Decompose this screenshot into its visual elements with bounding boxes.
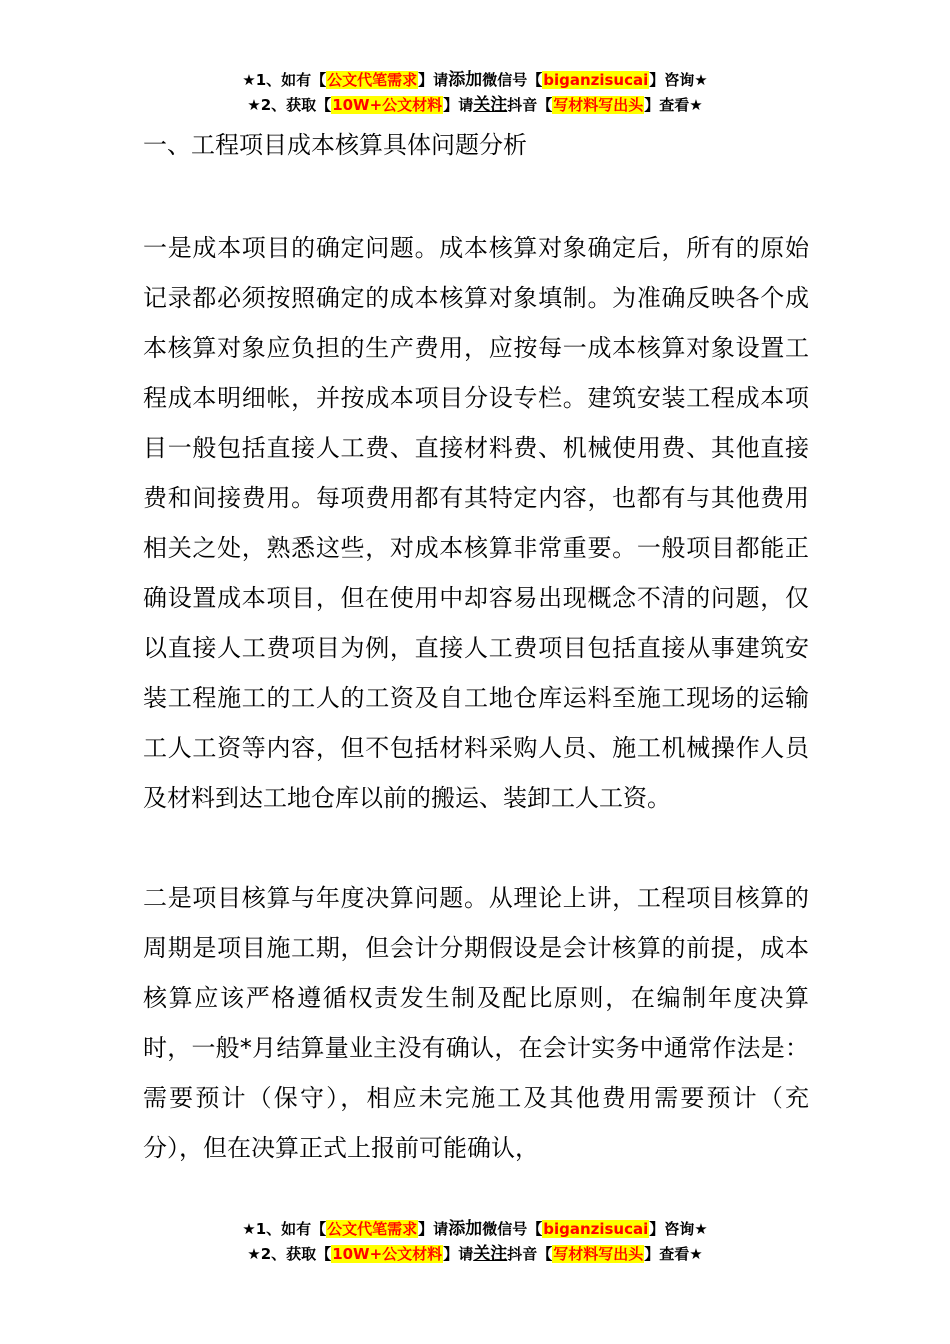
highlight-materials: 10W+公文材料: [332, 1245, 443, 1263]
banner-emphasis: 关注: [473, 95, 508, 115]
banner-text: ★2、获取【: [247, 1245, 332, 1263]
banner-text: 】请: [418, 1220, 449, 1238]
highlight-wechat-id: biganzisucai: [543, 71, 649, 89]
highlight-douyin-account: 写材料写出头: [553, 96, 644, 114]
banner-text: ★1、如有【: [242, 71, 327, 89]
highlight-materials: 10W+公文材料: [332, 96, 443, 114]
highlight-service: 公文代笔需求: [327, 1220, 418, 1238]
banner-text: 】请: [443, 96, 474, 114]
banner-text: 】咨询★: [649, 71, 708, 89]
banner-text: 抖音【: [507, 1245, 553, 1263]
banner-emphasis: 添加: [448, 70, 483, 90]
banner-text: 】咨询★: [649, 1220, 708, 1238]
paragraph-1: 一是成本项目的确定问题。成本核算对象确定后，所有的原始记录都必须按照确定的成本核算对象填制。为准确反映各个成本核算对象应负担的生产费用，应按每一成本核算对象设置工程成本明细帐，并按成本项目分设专栏。建筑安装工程成本项目一般包括直接人工费、直接材料费、机械使用费、其他直接费和间接费用。每项费用都有其特定内容，也都有与其他费用相关之处，熟悉这些，对成本核算非常重要。一般项目都能正确设置成本项目，但在使用中却容易出现概念不清的问题，仅以直接人工费项目为例，直接人工费项目包括直接从事建筑安装工程施工的工人的工资及自工地仓库运料至施工现场的运输工人工资等内容，但不包括材料采购人员、施工机械操作人员及材料到达工地仓库以前的搬运、装卸工人工资。: [143, 234, 809, 812]
footer-banner: [0, 1217, 950, 1267]
highlight-douyin-account: 写材料写出头: [553, 1245, 644, 1263]
banner-text: 抖音【: [507, 96, 553, 114]
banner-text: 微信号【: [482, 71, 543, 89]
section-heading: 一、工程项目成本核算具体问题分析: [143, 131, 527, 159]
banner-text: 】请: [418, 71, 449, 89]
highlight-wechat-id: biganzisucai: [543, 1220, 649, 1238]
banner-line-2: [0, 93, 950, 118]
banner-emphasis: 添加: [448, 1219, 483, 1239]
banner-line-1: [0, 68, 950, 93]
banner-text: 微信号【: [482, 1220, 543, 1238]
document-body: [143, 122, 809, 1173]
paragraph-2: 二是项目核算与年度决算问题。从理论上讲，工程项目核算的周期是项目施工期，但会计分期假设是会计核算的前提，成本核算应该严格遵循权责发生制及配比原则，在编制年度决算时，一般*月结算量业主没有确认，在会计实务中通常作法是：需要预计（保守），相应未完施工及其他费用需要预计（充分），但在决算正式上报前可能确认，: [143, 884, 809, 1162]
banner-emphasis: 关注: [473, 1244, 508, 1264]
banner-text: ★2、获取【: [247, 96, 332, 114]
banner-text: ★1、如有【: [242, 1220, 327, 1238]
banner-text: 】查看★: [644, 1245, 703, 1263]
header-banner: [0, 68, 950, 118]
highlight-service: 公文代笔需求: [327, 71, 418, 89]
banner-text: 】查看★: [644, 96, 703, 114]
banner-text: 】请: [443, 1245, 474, 1263]
banner-line-1: [0, 1217, 950, 1242]
banner-line-2: [0, 1242, 950, 1267]
